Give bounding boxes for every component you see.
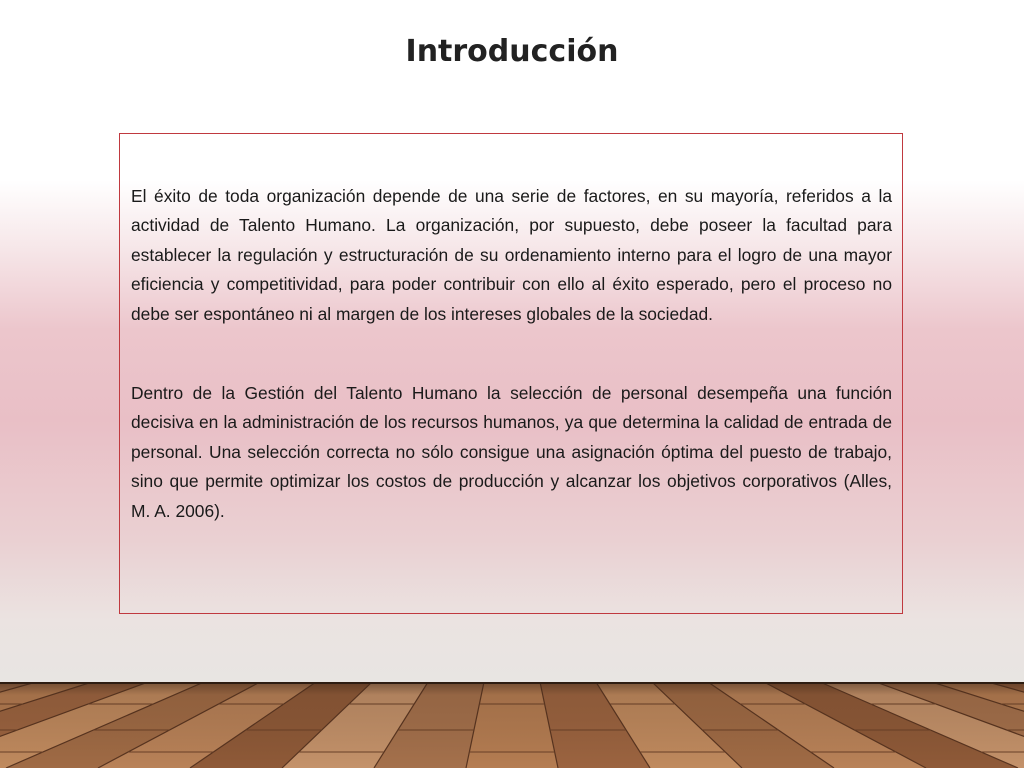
floor-top-edge	[0, 682, 1024, 684]
floor-shadow	[0, 682, 1024, 768]
wood-floor-background	[0, 682, 1024, 768]
paragraph-talent-selection: Dentro de la Gestión del Talento Humano la selección de personal desempeña una función decisiva en la administración de los recursos humanos, ya que determina la calidad de entrada de personal. Una selección correcta no sólo consigue una asignación óptima del puesto de trabajo, sino que permite optimizar los costos de producción y alcanzar los objetivos corporativos (Alles, M. A. 2006).	[131, 383, 892, 521]
slide-title: Introducción	[405, 34, 619, 69]
paragraph-intro: El éxito de toda organización depende de una serie de factores, en su mayoría, referidos a la actividad de Talento Humano. La organización, por supuesto, debe poseer la facultad para establecer la regulación y estructuración de su ordenamiento interno para el logro de una mayor eficiencia y competitividad, para poder contribuir con ello al éxito esperado, pero el proceso no debe ser espontáneo ni al margen de los intereses globales de la sociedad.	[131, 186, 892, 324]
content-text-box	[119, 133, 903, 614]
